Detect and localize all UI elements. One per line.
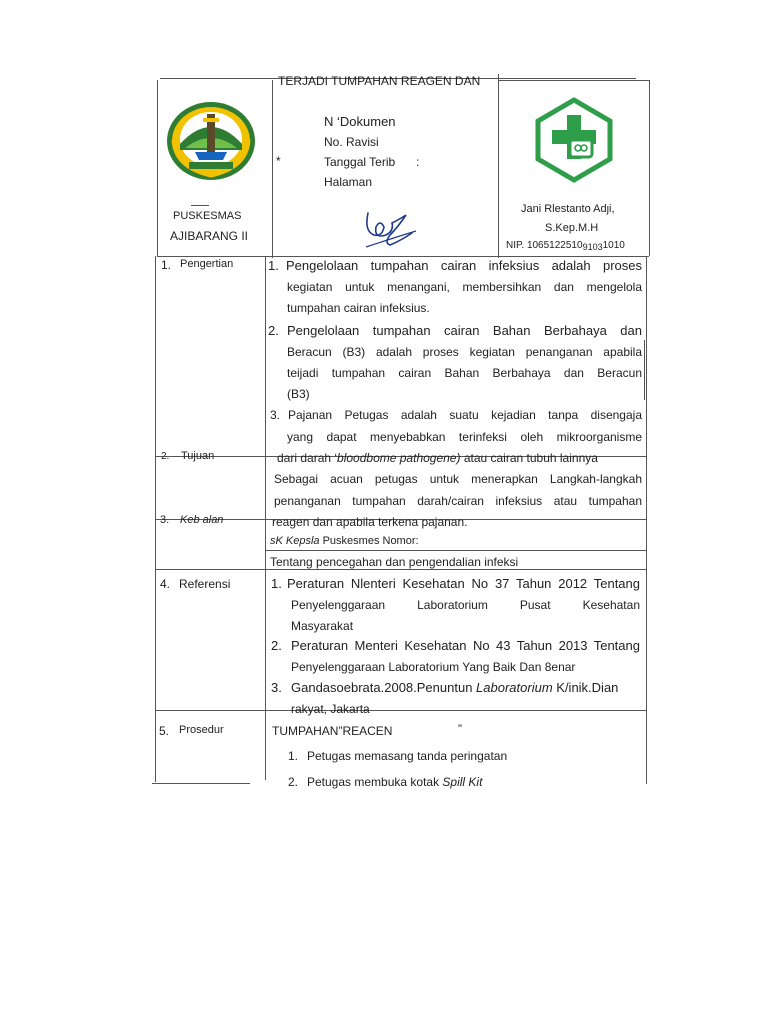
meta-halaman: Halaman: [324, 175, 373, 189]
signer-nip-part-a: NIP. 106512251: [506, 240, 577, 251]
signer-nip-part-e: 1010: [602, 240, 625, 251]
pengertian-item2-line1: Pengelolaan tumpahan cairan Bahan Berbahaya dan: [287, 323, 642, 338]
pengertian-item1-num: 1.: [268, 258, 279, 273]
tujuan-line2: penanganan tumpahan darah/cairan infeksius atau tumpahan: [274, 494, 642, 508]
referensi-label-num: 4.: [160, 577, 171, 591]
prosedur-heading-quote: ”: [458, 722, 462, 736]
pengertian-item3-line3-italic: bloodbome pathogene): [337, 451, 461, 465]
document-title: TERJADI TUMPAHAN REAGEN DAN: [278, 74, 481, 88]
prosedur-step2-text: [307, 775, 482, 789]
referensi-item3-line2: rakyat, Jakarta: [291, 702, 370, 716]
signer-title: S.Kep.M.H: [545, 222, 599, 234]
kebijakan-line1-italic: sK Kepsla: [270, 535, 320, 547]
signer-nip: [506, 240, 625, 252]
referensi-item2-num: 2.: [271, 638, 282, 653]
org-name-line1: PUSKESMAS: [173, 210, 242, 222]
pengertian-item2-num: 2.: [268, 323, 279, 338]
meta-star: *: [276, 154, 281, 168]
referensi-item1-line3: Masyarakat: [291, 619, 354, 633]
referensi-item1-line2: Penyelenggaraan Laboratorium Pusat Kesehatan: [291, 598, 640, 612]
pengertian-item3-line1: Pajanan Petugas adalah suatu kejadian tanpa disengaja: [288, 408, 642, 422]
signer-nip-part-c: 91: [582, 242, 593, 252]
referensi-item2-line2: Penyelenggaraan Laboratorium Yang Baik Dan 8enar: [291, 660, 576, 674]
header-mid-border-right: [498, 74, 499, 258]
referensi-label: Referensi: [179, 577, 231, 591]
pengertian-item3-line3-a: dari darah ‘: [277, 451, 338, 465]
org-name-line2: AJIBARANG II: [170, 229, 249, 243]
header-bottom-line: [157, 256, 649, 257]
pengertian-item2-line2: Beracun (B3) adalah proses kegiatan penanganan apabila: [287, 345, 642, 359]
pengertian-item3-line3: [277, 451, 598, 465]
pengertian-item3-num: 3.: [270, 408, 281, 422]
prosedur-label-num: 5.: [159, 724, 170, 738]
kebijakan-label-num: 3.: [160, 514, 170, 526]
pengertian-label-num: 1.: [161, 258, 172, 272]
meta-no-revisi: No. Ravisi: [324, 135, 379, 149]
referensi-item3-line1-a: Gandasoebrata.2008.Penuntun: [291, 680, 477, 695]
prosedur-step2-text-a: Petugas membuka kotak: [307, 775, 443, 789]
row-divider-kebijakan-end: [266, 550, 646, 551]
row-divider-referensi: [155, 569, 647, 570]
meta-tanggal-colon: :: [416, 155, 420, 169]
tujuan-line3: reagen dan apabila terkena pajanan.: [272, 515, 468, 529]
prosedur-step1-num: 1.: [288, 749, 299, 763]
kebijakan-line1: [270, 535, 419, 547]
green-cross-logo-icon: [534, 97, 614, 183]
body-col-divider: [265, 256, 266, 780]
referensi-item3-line1-italic: Laboratorium: [476, 680, 553, 695]
body-right-border: [646, 256, 647, 784]
prosedur-step1-text: Petugas memasang tanda peringatan: [307, 749, 508, 763]
meta-no-dokumen: N ‘Dokumen: [324, 114, 396, 129]
pengertian-item1-line2: kegiatan untuk menangani, membersihkan dan mengelola: [287, 280, 642, 294]
referensi-item2-line1: Peraturan Menteri Kesehatan No 43 Tahun 2013 Tentang: [291, 638, 640, 653]
prosedur-label: Prosedur: [179, 724, 224, 736]
header-top-line-right: [498, 80, 650, 81]
tujuan-label: Tujuan: [181, 450, 215, 462]
referensi-item3-num: 3.: [271, 680, 282, 695]
pengertian-item2-line4: (B3): [287, 387, 310, 401]
referensi-item3-line1-b: K/inik.Dian: [552, 680, 619, 695]
referensi-item1-line1: Peraturan Nlenteri Kesehatan No 37 Tahun 2012 Tentang: [287, 576, 640, 591]
kebijakan-label: Keb alan: [180, 514, 224, 526]
pengertian-label: Pengertian: [180, 258, 234, 270]
prosedur-step2-num: 2.: [288, 775, 299, 789]
pengertian-item3-line3-b: atau cairan tubuh lainnya: [460, 451, 598, 465]
referensi-item1-num: 1.: [271, 576, 282, 591]
referensi-item3-line1: [291, 680, 618, 695]
signer-nip-part-b: 0: [577, 240, 583, 251]
body-right-border-seg: [644, 340, 645, 400]
pengertian-item2-line3: teijadi tumpahan cairan Bahan Berbahaya dan Beracun: [287, 366, 642, 380]
kebijakan-line2: Tentang pencegahan dan pengendalian infeksi: [270, 555, 519, 569]
logo-divider: [191, 205, 209, 206]
prosedur-step2-text-italic: Spill Kit: [442, 775, 483, 789]
row-divider-prosedur: [155, 710, 647, 711]
tujuan-line1: Sebagai acuan petugas untuk menerapkan Langkah-langkah: [274, 472, 642, 486]
table-bottom-line: [152, 783, 250, 784]
header-right-border: [649, 80, 650, 256]
tujuan-label-num: 2.: [161, 451, 170, 462]
meta-tanggal-terbit: Tanggal Terib: [324, 155, 396, 169]
pengertian-item1-line1: Pengelolaan tumpahan cairan infeksius adalah proses: [286, 258, 642, 273]
header-left-border: [157, 80, 158, 256]
puskesmas-seal-icon: [165, 100, 257, 182]
pengertian-item3-line2: yang dapat menyebabkan terinfeksi oleh mikroorganisme: [287, 430, 642, 444]
prosedur-heading: TUMPAHAN”REACEN: [272, 724, 393, 738]
kebijakan-line1-b: Puskesmes Nomor:: [319, 535, 419, 547]
signature-icon: [360, 205, 420, 251]
signer-nip-part-d: 03: [592, 242, 603, 252]
pengertian-item1-line3: tumpahan cairan infeksius.: [287, 301, 430, 315]
header-mid-border-left: [272, 80, 273, 258]
signer-name: Jani Rlestanto Adȷi,: [521, 203, 615, 215]
